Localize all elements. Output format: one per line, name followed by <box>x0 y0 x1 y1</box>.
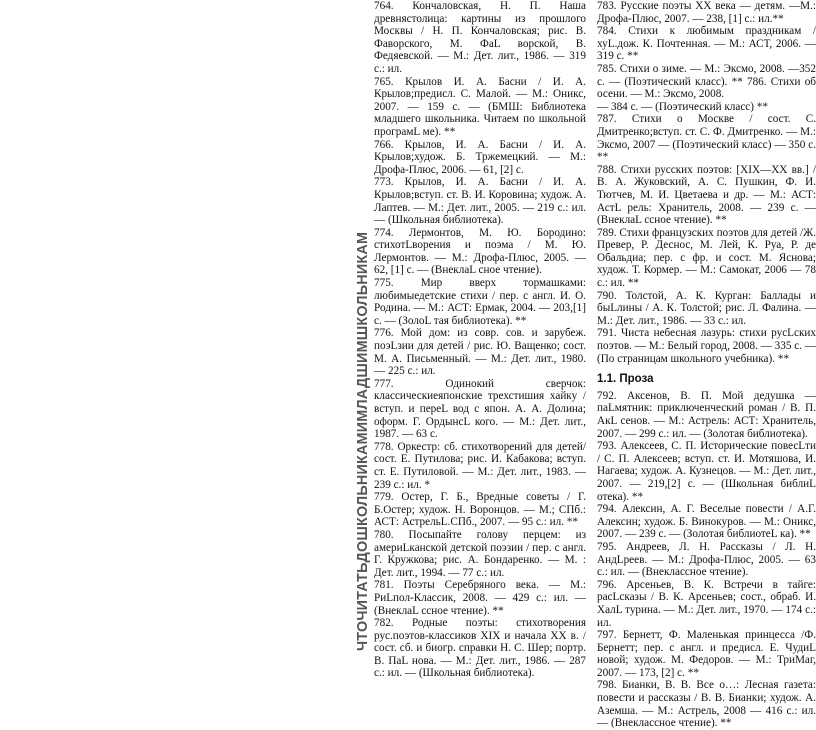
entry-786-continued: — 384 с. — (Поэтический класс) ** <box>597 100 768 113</box>
entry-787: 787. Стихи о Москве / сост. С. Дмитренко;вступ. ст. С. Ф. Дмитренко. — М.: Эксмо, 2007 — (Поэтический класс) — 350 с. ** <box>597 113 816 164</box>
entry-792: 792. Аксенов, В. П. Мой дедушка — паLмятник: приключенческий роман / В. П. АкL сенов. — М.: Астрель: АСТ: Хранитель, 2007. — 299 с.: ил. — (Золотая библиотека). <box>597 389 816 440</box>
entry-765: 765. Крылов И. А. Басни / И. А. Крылов;предисл. С. Малой. — М.: Оникс, 2007. — 159 с. — (БМШ: Библиотека младшего школьника. Читаем по школьной програмL ме). ** <box>374 75 586 138</box>
entry-790: 790. Толстой, А. К. Курган: Баллады и быLлины / А. К. Толстой; рис. Л. Фалина. — М.: Дет. лит., 1986. — 33 с.: ил. <box>597 289 816 327</box>
entry-764: 764. Кончаловская, Н. П. Наша древнястолица: картины из прошлого Москвы / Н. П. Кончаловская; рис. В. Фаворского, М. ФаL ворской, В. Федяевской. — М.: Дет. лит., 1986. — 319 с.: ил. <box>374 0 586 75</box>
entry-791: 791. Чиста небесная лазурь: стихи русLских поэтов. — М.: Белый город, 2008. — 335 с. — (По страницам школьного учебника). ** <box>597 327 816 365</box>
entry-780: 780. Посыпайте голову перцем: из америLканской детской поэзии / пер. с англ. Г. Кружкова; рис. А. Бондаренко. — М. : Дет. лит., 1994. — 77 с.: ил. <box>374 528 586 579</box>
entry-776: 776. Мой дом: из совр. сов. и зарубеж. поэLзии для детей / рис. Ю. Ващенко; сост. М. А. Письменный. — М.: Дет. лит., 1980. — 225 с.: ил. <box>374 327 586 378</box>
vertical-sidebar-banner <box>352 228 374 651</box>
entry-775: 775. Мир вверх тормашками: любимыедетские стихи / пер. с англ. И. О. Родина. — М.: АСТ: Ермак, 2004. — 203,[1] с. — (ЗолоL тая библиотека). ** <box>374 277 586 327</box>
entry-794: 794. Алексин, А. Г. Веселые повести / А.Г. Алексин; худож. Б. Винокуров. — М.: Оникс, 2007. — 239 с. — (Золотая библиотеL ка). ** <box>597 503 816 541</box>
entry-773: 773. Крылов, И. А. Басни / И. А. Крылов;вступ. ст. В. И. Коровина; худож. А. Лаптев. — М.: Дет. лит., 2005. — 219 с.: ил. — (Школьная библиотека). <box>374 176 586 227</box>
entry-785-786: 785. Стихи о зиме. — М.: Эксмо, 2008. —352 с. — (Поэтический класс). ** 786. Стихи об осени. — М.: Эксмо, 2008. <box>597 62 816 101</box>
entry-789: 789. Стихи французских поэтов для детей /Ж. Превер, Р. Деснос, М. Лей, К. Руа, Р. де Обальдиа; пер. с фр. и сост. М. Яснова; худож. Т. Кормер. — М.: Самокат, 2006 — 78 с.: ил. ** <box>597 226 816 290</box>
entry-782: 782. Родные поэты: стихотворения рус.поэтов-классиков XIX и начала XX в. / сост. сб. и биогр. справки Н. С. Шер; портр. В. ПаL нова. — М.: Дет. лит., 1986. — 287 с.: ил. — (Школьная библиотека). <box>374 617 586 680</box>
sidebar-vertical-text: ЧТОЧИТАТЬДОШКОЛЬНИКАМИМЛАДШИМШКОЛЬНИКАМ <box>355 231 371 651</box>
entry-779: 779. Остер, Г. Б., Вредные советы / Г. Б.Остер; худож. Н. Воронцов. — М.; СПб.: АСТ: АстрельL.СПб., 2007. — 95 с.: ил. ** <box>374 491 586 529</box>
section-heading-prose: 1.1. Проза <box>597 373 654 386</box>
entry-798: 798. Бианки, В. В. Все о…: Лесная газета: повести и рассказы / В. В. Бианки; худож. А. Аземша. — М.: Астрель, 2008 — 416 с.: ил. — (Внеклассное чтение). ** <box>597 679 816 730</box>
right-text-column <box>597 0 816 730</box>
entry-795: 795. Андреев, Л. Н. Рассказы / Л. Н. АндLреев. — М.: Дрофа-Плюс, 2005. — 63 с.: ил. — (Внеклассное чтение). <box>597 540 816 579</box>
entry-777: 777. Одинокий сверчок: классическиеяпонские трехстишия хайку / вступ. и переL вод с япон. А. А. Долина; оформ. Г. ОрдынсL кого. — М.: Дет. лит., 1987. — 63 с. <box>374 377 586 441</box>
entry-784: 784. Стихи к любимым праздникам / хуL.дож. К. Почтенная. — М.: АСТ, 2006. — 319 с. ** <box>597 25 816 63</box>
entry-781: 781. Поэты Серебряного века. — М.: РиLпол-Классик, 2008. — 429 с.: ил. — (ВнеклаL ссное чтение). ** <box>374 579 586 617</box>
entry-766: 766. Крылов, И. А. Басни / И. А. Крылов;худож. Б. Тржемецкий. — М.: Дрофа-Плюс, 2006. — 61, [2] с. <box>374 138 586 176</box>
left-text-column <box>374 0 586 680</box>
entry-774: 774. Лермонтов, М. Ю. Бородино: стихотLворения и поэма / М. Ю. Лермонтов. — М.: Дрофа-Плюс, 2005. — 62, [1] с. — (ВнеклаL сное чтение). <box>374 226 586 277</box>
entry-797: 797. Бернетт, Ф. Маленькая принцесса /Ф. Бернетт; пер. с англ. и предисл. Е. ЧудиL новой; худож. М. Федоров. — М.: ТриМаг, 2007. — 173, [2] с. ** <box>597 629 816 679</box>
entry-788: 788. Стихи русских поэтов: [XIX—XX вв.] / В. А. Жуковский, А. С. Пушкин, Ф. И. Тютчев, М. И. Цветаева и др. — М.: АСТ: АстL рель: Хранитель, 2008. — 239 с. — (ВнеклаL ссное чтение). ** <box>597 163 816 227</box>
entry-778: 778. Оркестр: сб. стихотворений для детей/ сост. Е. Путилова; рис. И. Кабакова; вступ. ст. Е. Путиловой. — М.: Дет. лит., 1983. — 239 с.: ил. * <box>374 440 586 491</box>
entry-783: 783. Русские поэты XX века — детям. —М.: Дрофа-Плюс, 2007. — 238, [1] с.: ил.** <box>597 0 816 25</box>
entry-793: 793. Алексеев, С. П. Исторические повесLти / С. П. Алексеев; вступ. ст. И. Мотяшова, И. Нагаева; худож. А. Кузнецов. — М.: Дет. лит., 2007. — 219,[2] с. — (Школьная библиL отека). ** <box>597 440 816 503</box>
entry-796: 796. Арсеньев, В. К. Встречи в тайге: расLсказы / В. К. Арсеньев; сост., обраб. И. ХалL турина. — М.: Дет. лит., 1970. — 174 с.: ил. <box>597 578 816 629</box>
